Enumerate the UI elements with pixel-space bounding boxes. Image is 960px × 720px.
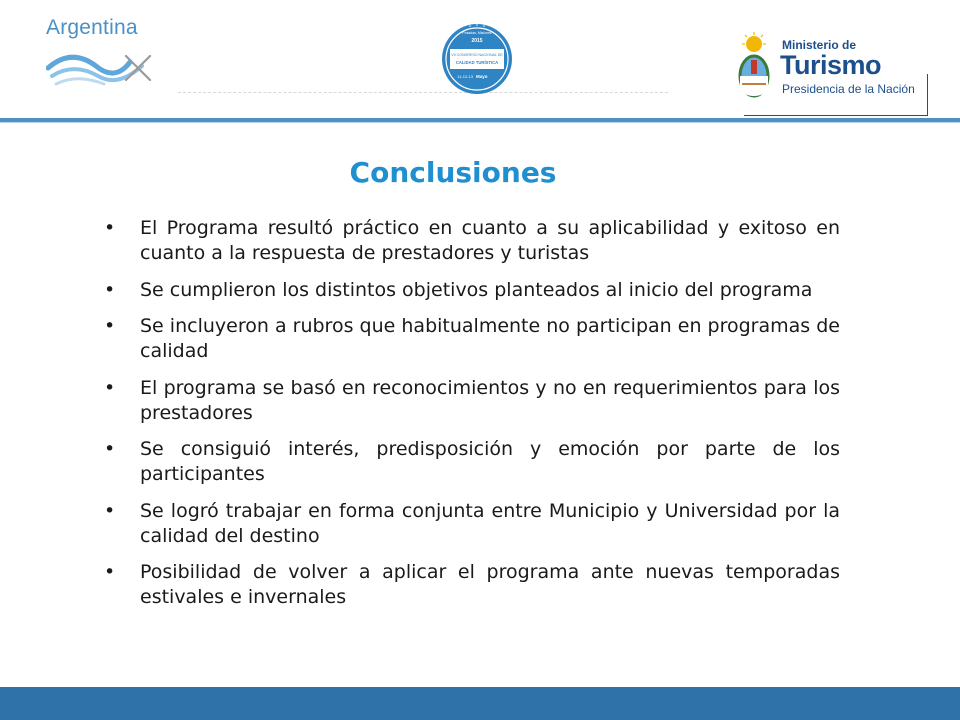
ministry-logo bbox=[706, 20, 928, 100]
header-rule-light bbox=[0, 122, 960, 123]
argentina-brand-logo bbox=[46, 16, 166, 96]
slide-title: Conclusiones bbox=[349, 156, 557, 189]
conclusions-list bbox=[104, 216, 840, 622]
brand-text: Argentina bbox=[46, 16, 138, 39]
seal-line3: VII CONGRESO NACIONAL DE bbox=[451, 53, 503, 57]
ministry-line3: Presidencia de la Nación bbox=[782, 82, 915, 96]
seal-line4: CALIDAD TURÍSTICA bbox=[455, 60, 499, 65]
header-divider bbox=[178, 92, 668, 94]
argentina-wave-icon bbox=[46, 46, 156, 90]
list-item: • Se consiguió interés, predisposición y emoción por parte de los participantes bbox=[104, 437, 840, 487]
list-item: • Se incluyeron a rubros que habitualmente no participan en programas de calidad bbox=[104, 314, 840, 364]
list-item: • Se logró trabajar en forma conjunta entre Municipio y Universidad por la calidad del destino bbox=[104, 499, 840, 549]
list-item: • Posibilidad de volver a aplicar el programa ante nuevas temporadas estivales e invernales bbox=[104, 560, 840, 610]
seal-line2: 2015 bbox=[471, 38, 483, 44]
list-item: • El Programa resultó práctico en cuanto a su aplicabilidad y exitoso en cuanto a la respuesta de prestadores y turistas bbox=[104, 216, 840, 266]
slide-header bbox=[0, 0, 960, 118]
footer-bar bbox=[0, 687, 960, 720]
list-item: • Se cumplieron los distintos objetivos planteados al inicio del programa bbox=[104, 278, 840, 303]
congress-seal-icon bbox=[440, 22, 514, 96]
list-item: • El programa se basó en reconocimientos y no en requerimientos para los prestadores bbox=[104, 376, 840, 426]
seal-line5: 11-12-13 bbox=[457, 74, 473, 79]
ministry-line1: Ministerio de bbox=[782, 38, 857, 52]
seal-line6: Mayo bbox=[476, 74, 488, 79]
ministry-line2: Turismo bbox=[780, 50, 882, 80]
seal-line1: Posadas, Misiones bbox=[462, 31, 492, 35]
